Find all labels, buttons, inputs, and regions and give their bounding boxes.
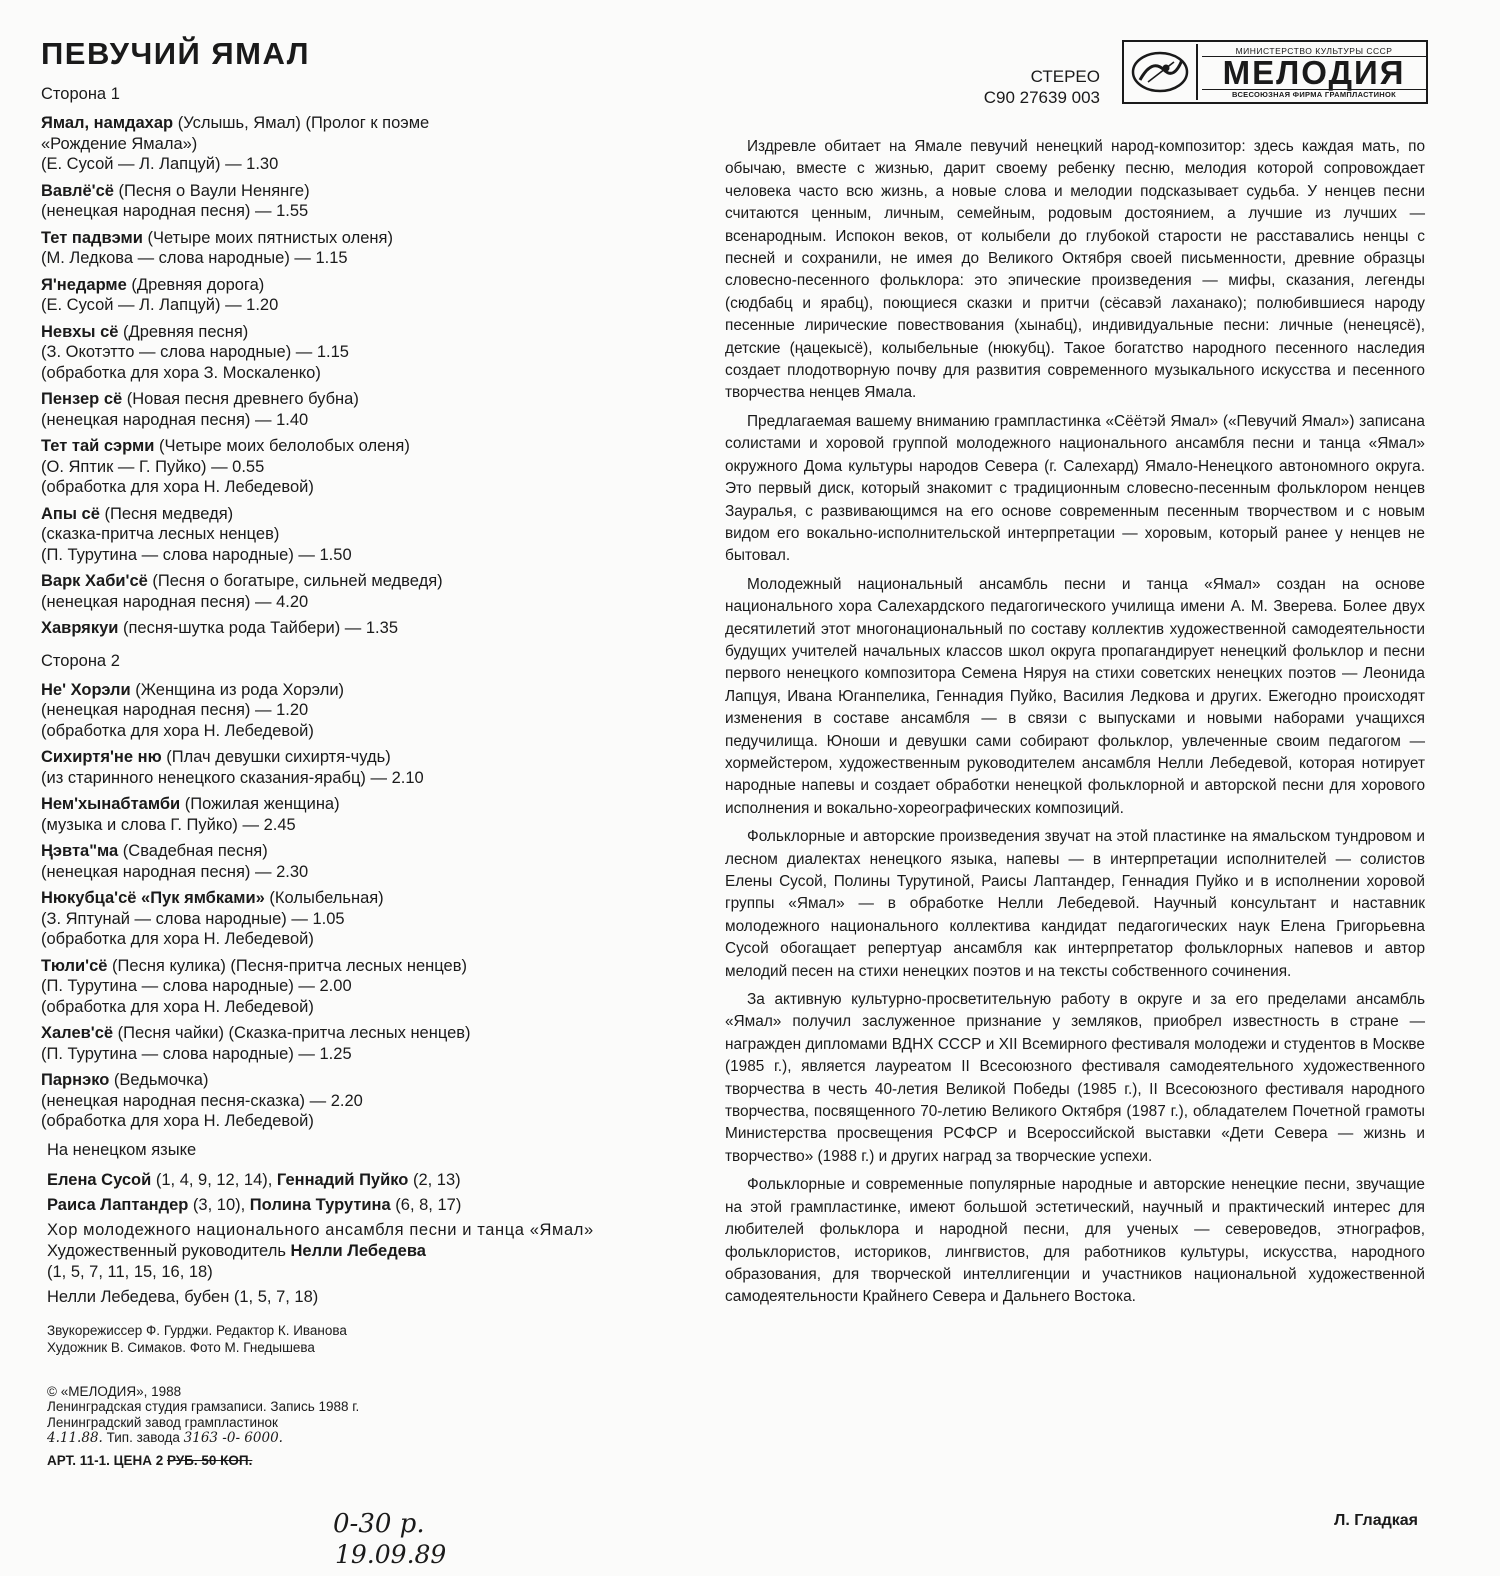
track-item bbox=[41, 228, 681, 269]
track-item bbox=[41, 841, 681, 882]
track-item bbox=[41, 504, 681, 566]
order-line bbox=[47, 1430, 681, 1447]
track-item bbox=[41, 618, 681, 639]
track-title: Нюкубца'сё «Пук ямбками» bbox=[41, 889, 265, 907]
track-detail: (ненецкая народная песня) — 1.40 bbox=[41, 410, 309, 429]
performer-tracks: (3, 10), bbox=[188, 1195, 250, 1214]
price-line bbox=[47, 1453, 681, 1469]
track-item bbox=[41, 888, 681, 950]
drum-credit: Нелли Лебедева, бубен (1, 5, 7, 18) bbox=[47, 1287, 319, 1306]
performer-tracks: (1, 4, 9, 12, 14), bbox=[151, 1170, 277, 1189]
performer-tracks: (6, 8, 17) bbox=[390, 1195, 462, 1214]
track-item bbox=[41, 1023, 681, 1064]
track-detail: (П. Турутина — слова народные) — 1.50 bbox=[41, 545, 352, 564]
track-item bbox=[41, 571, 681, 612]
production-line-2: Художник В. Симаков. Фото М. Гнедышева bbox=[47, 1339, 315, 1355]
track-detail: (Песня о богатыре, сильней медведя) bbox=[147, 572, 443, 590]
melodiya-emblem-icon bbox=[1124, 44, 1198, 100]
track-detail: (ненецкая народная песня) — 1.55 bbox=[41, 202, 309, 220]
article-paragraph: Предлагаемая вашему вниманию грампластинка «Сёётэй Ямал» («Певучий Ямал») записана солистами и хоровой группой молодежного национального ансамбля песни и танца «Ямал» окружного Дома культуры народов Севера (г. Салехард) Ямало-Ненецкого автономного округа. Это первый диск, который знакомит с традиционным словесно-песенным фольклором ненцев Зауралья, с развивающимся на его основе современным песенным творчеством и с новым видом его вокально-исполнительской интерпретации — хоровым, который ранее у ненцев не бытовал. bbox=[725, 412, 1425, 565]
production-line-1: Звукорежиссер Ф. Гурджи. Редактор К. Иванова bbox=[47, 1322, 347, 1338]
performers-line-2 bbox=[47, 1195, 681, 1216]
order-date: 4.11.88. bbox=[47, 1430, 103, 1446]
track-item bbox=[41, 181, 681, 222]
director-prefix: Художественный руководитель bbox=[47, 1241, 291, 1260]
track-item bbox=[41, 680, 681, 742]
track-title: Хаврякуи bbox=[41, 619, 119, 637]
track-detail: (Плач девушки сихиртя-чудь) bbox=[161, 748, 391, 766]
handwritten-price: 0-30 р. bbox=[333, 1509, 425, 1539]
track-detail: (Песня чайки) (Сказка-притча лесных ненцев) bbox=[113, 1024, 471, 1042]
director-name: Нелли Лебедева bbox=[290, 1241, 426, 1260]
side1-label: Сторона 1 bbox=[41, 85, 120, 103]
factory-line: Ленинградский завод грампластинок bbox=[47, 1414, 278, 1430]
track-detail: (Четыре моих пятнистых оленя) bbox=[142, 228, 393, 247]
copyright: © «МЕЛОДИЯ», 1988 bbox=[47, 1383, 182, 1399]
stereo-label: СТЕРЕО bbox=[1030, 67, 1100, 86]
track-detail: (Пожилая женщина) bbox=[180, 795, 340, 813]
track-title: Не' Хорэли bbox=[41, 680, 131, 699]
track-detail: (Услышь, Ямал) (Пролог к поэме bbox=[173, 114, 430, 132]
release-info bbox=[960, 66, 1100, 108]
imprint bbox=[47, 1384, 681, 1469]
track-detail: (обработка для хора Н. Лебедевой) bbox=[41, 721, 314, 740]
track-title: Варк Хаби'сё bbox=[41, 572, 148, 590]
track-title: Сихиртя'не ню bbox=[41, 748, 162, 766]
article-paragraph: Фольклорные и современные популярные народные и авторские ненецкие песни, звучащие на этой грампластинке, имеют большой эстетический, научный и практический интерес для любителей фольклора и народной песни, для ученых — североведов, этнографов, фольклористов, историков, лингвистов, для работников культуры, искусства, народного образования, для творческой интеллигенции и участников национальной художественной самодеятельности Крайнего Севера и Дальнего Востока. bbox=[725, 1176, 1425, 1306]
director-credit bbox=[47, 1241, 681, 1262]
track-detail: (ненецкая народная песня-сказка) — 2.20 bbox=[41, 1091, 363, 1110]
track-detail: (обработка для хора З. Москаленко) bbox=[41, 363, 321, 382]
choir-credit: Хор молодежного национального ансамбля песни и танца «Ямал» bbox=[47, 1220, 594, 1239]
track-detail: (музыка и слова Г. Пуйко) — 2.45 bbox=[41, 815, 296, 834]
track-item bbox=[41, 1070, 681, 1132]
performer-name: Полина Турутина bbox=[249, 1195, 391, 1214]
order-number: 3163 -0- 6000. bbox=[183, 1430, 283, 1446]
track-detail: (обработка для хора Н. Лебедевой) bbox=[41, 930, 314, 948]
track-detail: (П. Турутина — слова народные) — 1.25 bbox=[41, 1044, 352, 1063]
track-detail: (Песня медведя) bbox=[99, 504, 234, 523]
track-detail: (Свадебная песня) bbox=[118, 842, 268, 860]
side1-track-list bbox=[41, 113, 681, 639]
track-title: Я'недарме bbox=[41, 275, 127, 294]
track-item bbox=[41, 275, 681, 316]
production-credits bbox=[47, 1322, 681, 1356]
logo-text bbox=[1202, 46, 1426, 99]
melodiya-logo bbox=[1122, 40, 1428, 104]
page-title: ПЕВУЧИЙ ЯМАЛ bbox=[41, 36, 311, 71]
director-tracks: (1, 5, 7, 11, 15, 16, 18) bbox=[47, 1262, 213, 1281]
track-detail: (Песня кулика) (Песня-притча лесных ненцев) bbox=[107, 956, 467, 975]
author-signature: Л. Гладкая bbox=[1334, 1512, 1418, 1529]
track-detail: (обработка для хора Н. Лебедевой) bbox=[41, 1112, 314, 1130]
track-detail: (Песня о Ваули Ненянге) bbox=[113, 181, 310, 200]
track-detail: (ненецкая народная песня) — 4.20 bbox=[41, 592, 309, 611]
track-detail: (Новая песня древнего бубна) bbox=[122, 390, 359, 408]
side2-track-list bbox=[41, 680, 681, 1132]
track-title: Халев'сё bbox=[41, 1024, 114, 1042]
track-title: Тюли'сё bbox=[41, 956, 108, 975]
order-text: Тип. завода bbox=[102, 1430, 184, 1445]
track-item bbox=[41, 322, 681, 384]
track-title: Вавлё'сё bbox=[41, 181, 114, 200]
side2-label: Сторона 2 bbox=[41, 651, 120, 670]
track-detail: (сказка-притча лесных ненцев) bbox=[41, 525, 280, 543]
catalog-number: С90 27639 003 bbox=[983, 88, 1100, 107]
track-item bbox=[41, 956, 681, 1018]
track-detail: «Рождение Ямала») bbox=[41, 134, 198, 153]
track-title: Апы сё bbox=[41, 504, 100, 523]
track-detail: (З. Окотэтто — слова народные) — 1.15 bbox=[41, 343, 349, 361]
track-title: Тет падвэми bbox=[41, 228, 143, 247]
track-detail: (Древняя дорога) bbox=[126, 275, 265, 294]
logo-ministry: МИНИСТЕРСТВО КУЛЬТУРЫ СССР bbox=[1202, 46, 1426, 57]
track-detail: (обработка для хора Н. Лебедевой) bbox=[41, 478, 314, 496]
liner-notes bbox=[725, 136, 1425, 1315]
track-title: Невхы сё bbox=[41, 322, 119, 341]
track-detail: (О. Яптик — Г. Пуйко) — 0.55 bbox=[41, 457, 265, 476]
article-paragraph: Молодежный национальный ансамбль песни и танца «Ямал» создан на основе национального хора Салехардского педагогического училища имени А. М. Зверева. Более двух десятилетий этот многонациональный по составу коллектив художественной самодеятельности будущих учителей начальных классов школ округа пропагандирует ненецкий фольклор и песни первого ненецкого композитора Семена Няруя на стихи советских ненецких поэтов — Леонида Лапцуя, Ивана Юганпелика, Геннадия Пуйко, Василия Ледкова и других. Ежегодно происходят изменения в составе ансамбля — в связи с выпусками и новыми наборами учащихся педучилища. Юноши и девушки сами собирают фольклор, увлеченные своим педагогом — хормейстером, художественным руководителем ансамбля Нелли Лебедевой, которая нотирует народные напевы и создает обработки ненецкой фольклорной и авторской песни для хорового исполнения и вокально-хореографических композиций. bbox=[725, 575, 1425, 817]
handwritten-date: 19.09.89 bbox=[335, 1540, 447, 1569]
track-detail: (Древняя песня) bbox=[118, 322, 249, 341]
price-prefix: АРТ. 11-1. ЦЕНА 2 bbox=[47, 1452, 167, 1468]
track-detail: (М. Ледкова — слова народные) — 1.15 bbox=[41, 249, 348, 267]
track-detail: (Женщина из рода Хорэли) bbox=[130, 680, 345, 699]
track-detail: (из старинного ненецкого сказания-ярабц) — 2.10 bbox=[41, 768, 424, 787]
performers-line-1 bbox=[47, 1170, 681, 1191]
performer-name: Геннадий Пуйко bbox=[276, 1170, 409, 1189]
performer-tracks: (2, 13) bbox=[408, 1170, 461, 1189]
track-item bbox=[41, 436, 681, 498]
track-detail: (Четыре моих белолобых оленя) bbox=[154, 437, 410, 455]
performer-name: Елена Сусой bbox=[47, 1170, 152, 1189]
track-detail: (обработка для хора Н. Лебедевой) bbox=[41, 997, 314, 1016]
studio-line: Ленинградская студия грамзаписи. Запись 1988 г. bbox=[47, 1399, 360, 1414]
logo-firm: ВСЕСОЮЗНАЯ ФИРМА ГРАМПЛАСТИНОК bbox=[1202, 89, 1426, 99]
track-title: Пензер сё bbox=[41, 390, 123, 408]
track-title: Нем'хынабтамби bbox=[41, 795, 181, 813]
performer-name: Раиса Лаптандер bbox=[47, 1195, 189, 1214]
track-title: Парнэко bbox=[41, 1071, 110, 1089]
track-title: Ңэвта"ма bbox=[41, 842, 119, 860]
price-struck: РУБ. 50 КОП. bbox=[166, 1452, 253, 1468]
language-note: На ненецком языке bbox=[47, 1140, 197, 1159]
article-paragraph: Издревле обитает на Ямале певучий ненецкий народ-композитор: здесь каждая мать, по обычаю, вместе с жизнью, дарит своему ребенку песню, мелодия которой сопровождает человека часто всю жизнь, а новые слова и мелодии подсказывает судьба. У ненцев песни считаются ценным, личным, семейным, родовым достоянием, а лучшие из лучших — всенародным. Испокон веков, от колыбели до глубокой старости не расставались ненцы с песней и сохранили, не имея до Великого Октября своей письменности, древние образцы словесно-песенного фольклора: это эпические произведения — мифы, сказания, легенды (сюдбабц и ярабц), поющиеся сказки и притчи (сёсавэй лаханако); полюбившиеся народу песенные лирические повествования (хынабц), индивидуальные песни: личные (ненецясё), детские (ңацекысё), колыбельные (нюкубц). Такое богатство народного песенного наследия создает плодотворную почву для развития современного музыкального искусства и песенного творчества ненцев Ямала. bbox=[725, 138, 1425, 402]
track-detail: (Е. Сусой — Л. Лапцуй) — 1.30 bbox=[41, 155, 279, 173]
track-title: Тет тай сэрми bbox=[41, 437, 155, 455]
track-detail: (песня-шутка рода Тайбери) — 1.35 bbox=[118, 619, 398, 637]
article-paragraph: За активную культурно-просветительную работу в округе и за его пределами ансамбль «Ямал» получил заслуженное признание у земляков, приобрел известность в стране — награжден дипломами ВДНХ СССР и XII Всемирного фестиваля молодежи и студентов в Москве (1985 г.), является лауреатом II Всесоюзного фестиваля самодеятельного художественного творчества в честь 40-летия Великой Победы (1985 г.), II Всесоюзного фестиваля народного творчества, посвященного 70-летию Великого Октября (1987 г.), обладателем Почетной грамоты Министерства просвещения РСФСР и Всероссийской выставки «Дети Севера — жизнь и творчество» (1988 г.) и других наград за творческие успехи. bbox=[725, 991, 1425, 1165]
track-detail: (ненецкая народная песня) — 2.30 bbox=[41, 862, 309, 881]
track-item bbox=[41, 389, 681, 430]
performers bbox=[47, 1170, 681, 1308]
track-detail: (Е. Сусой — Л. Лапцуй) — 1.20 bbox=[41, 296, 279, 314]
track-detail: (Колыбельная) bbox=[264, 889, 384, 907]
track-item bbox=[41, 113, 681, 175]
track-detail: (Ведьмочка) bbox=[109, 1071, 209, 1089]
track-detail: (П. Турутина — слова народные) — 2.00 bbox=[41, 977, 352, 995]
logo-name: МЕЛОДИЯ bbox=[1222, 53, 1406, 91]
track-detail: (З. Яптунай — слова народные) — 1.05 bbox=[41, 909, 345, 928]
track-item bbox=[41, 794, 681, 835]
track-listing bbox=[41, 84, 681, 1468]
track-item bbox=[41, 747, 681, 788]
track-detail: (ненецкая народная песня) — 1.20 bbox=[41, 701, 309, 719]
article-paragraph: Фольклорные и авторские произведения звучат на этой пластинке на ямальском тундровом и лесном диалектах ненецкого языка, напевы — в интерпретации исполнителей — солистов Елены Сусой, Полины Турутиной, Раисы Лаптандер, Геннадия Пуйко и в исполнении хоровой группы «Ямал» — в обработке Нелли Лебедевой. Научный консультант и наставник молодежного национального коллектива кандидат педагогических наук Елена Григорьевна Сусой обогащает репертуар ансамбля как интерпретатор фольклорных напевов и автор мелодий песен на стихи ненецких поэтов и на тексты собственного сочинения. bbox=[725, 828, 1425, 980]
track-title: Ямал, намдахар bbox=[41, 114, 174, 132]
